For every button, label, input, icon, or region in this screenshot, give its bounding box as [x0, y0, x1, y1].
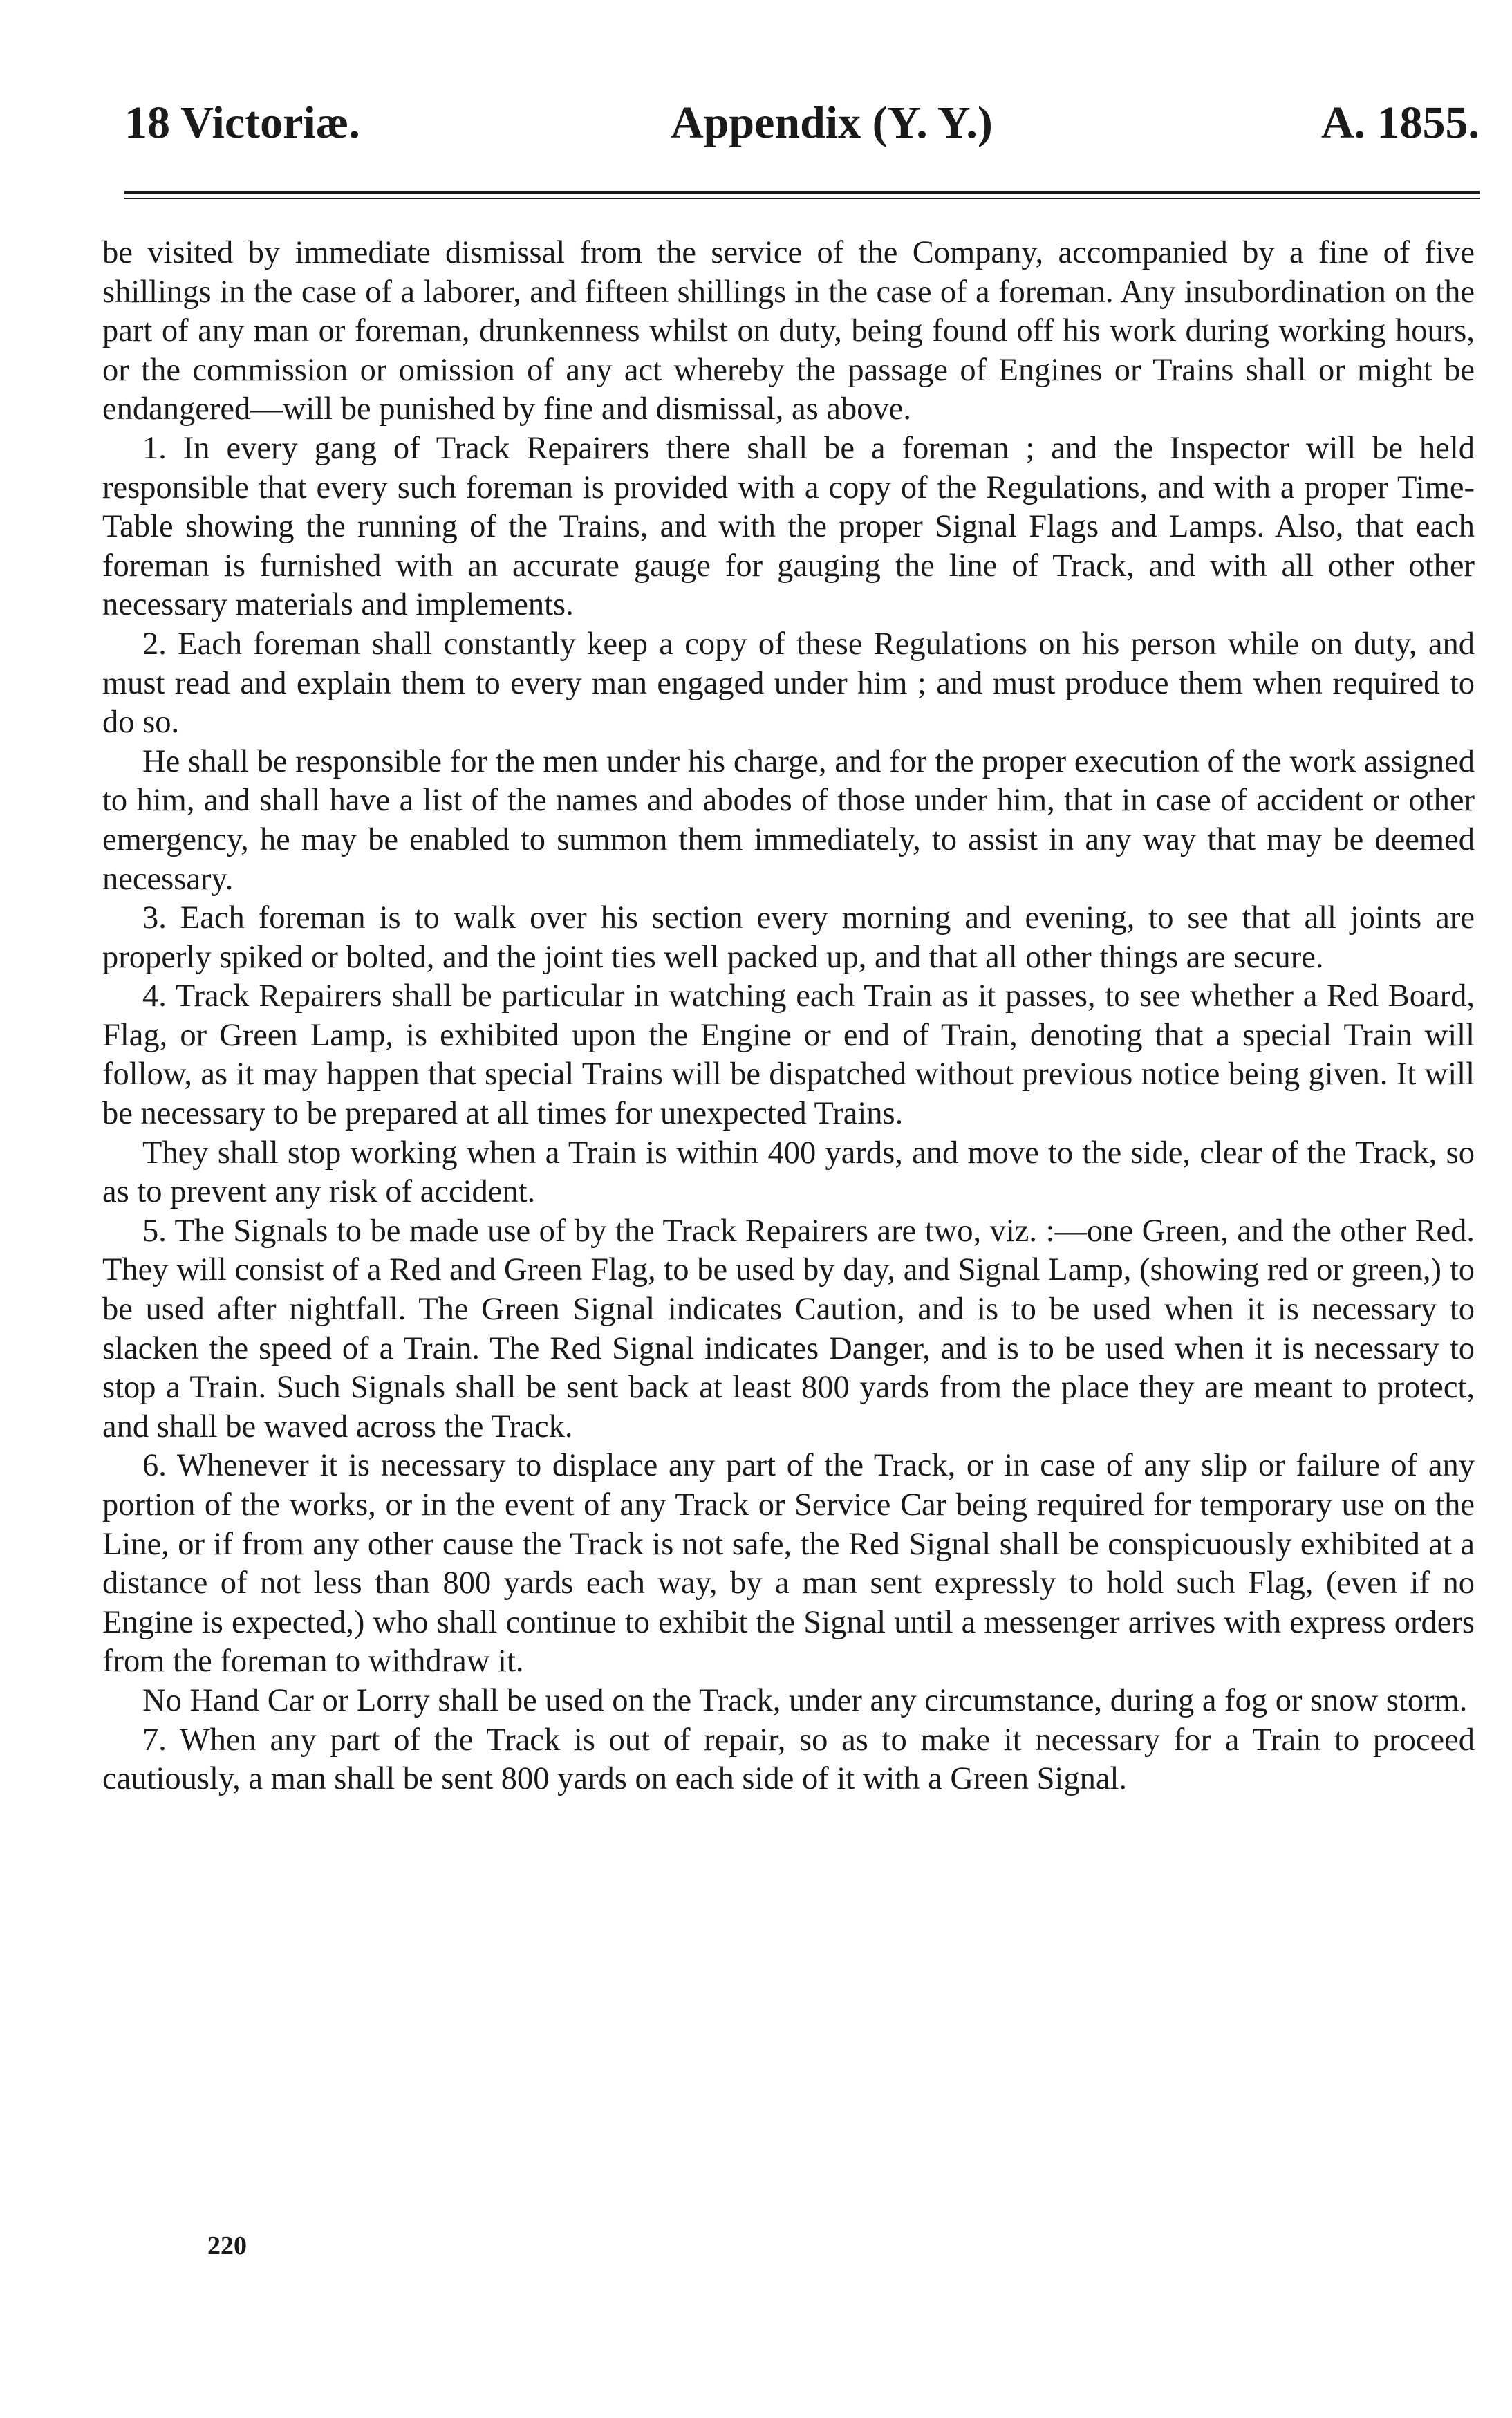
page-header — [124, 95, 1480, 151]
paragraph-rule-2-cont: He shall be responsible for the men under his charge, and for the proper execution of the work assigned to him, and shall have a list of the names and abodes of those under him, that in case of accident or other emergency, he may be enabled to summon them immediately, to assist in any way that may be deemed necessary. — [102, 743, 1475, 897]
paragraph-rule-3: 3. Each foreman is to walk over his section every morning and evening, to see that all joints are properly spiked or bolted, and the joint ties well packed up, and that all other things are secure. — [102, 900, 1475, 975]
header-appendix: Appendix (Y. Y.) — [671, 97, 993, 148]
body-text — [102, 234, 1475, 1799]
header-rule-thin — [124, 198, 1480, 199]
paragraph-rule-4-cont: They shall stop working when a Train is within 400 yards, and move to the side, clear of the Track, so as to prevent any risk of accident. — [102, 1135, 1475, 1210]
header-volume: 18 Victoriæ. — [124, 97, 360, 148]
paragraph-rule-6-cont: No Hand Car or Lorry shall be used on the Track, under any circumstance, during a fog or snow storm. — [142, 1682, 1468, 1718]
paragraph-rule-1: 1. In every gang of Track Repairers there shall be a foreman ; and the Inspector will be held responsible that every such foreman is provided with a copy of the Regulations, and with a proper Time-Table showing the running of the Trains, and with the proper Signal Flags and Lamps. Also, that each foreman is furnished with an accurate gauge for gauging the line of Track, and with all other other necessary materials and implements. — [102, 430, 1475, 623]
paragraph-rule-6: 6. Whenever it is necessary to displace any part of the Track, or in case of any slip or failure of any portion of the works, or in the event of any Track or Service Car being required for temporary use on the Line, or if from any other cause the Track is not safe, the Red Signal shall be conspicuously exhibited at a distance of not less than 800 yards each way, by a man sent expressly to hold such Flag, (even if no Engine is expected,) who shall continue to exhibit the Signal until a messenger arrives with express orders from the foreman to withdraw it. — [102, 1448, 1475, 1680]
paragraph-rule-4: 4. Track Repairers shall be particular in watching each Train as it passes, to see whether a Red Board, Flag, or Green Lamp, is exhibited upon the Engine or end of Train, denoting that a special Train will follow, as it may happen that special Trains will be dispatched without previous notice being given. It will be necessary to be prepared at all times for unexpected Trains. — [102, 978, 1475, 1132]
paragraph-rule-5: 5. The Signals to be made use of by the Track Repairers are two, viz. :—one Green, and the other Red. They will consist of a Red and Green Flag, to be used by day, and Signal Lamp, (showing red or green,) to be used after nightfall. The Green Signal indicates Caution, and is to be used when it is necessary to slacken the speed of a Train. The Red Signal indicates Danger, and is to be used when it is necessary to stop a Train. Such Signals shall be sent back at least 800 yards from the place they are meant to protect, and shall be waved across the Track. — [102, 1213, 1475, 1444]
paragraph-rule-7: 7. When any part of the Track is out of repair, so as to make it necessary for a Train to proceed cautiously, a man shall be sent 800 yards on each side of it with a Green Signal. — [102, 1722, 1475, 1797]
page-number: 220 — [207, 2231, 247, 2260]
paragraph-continuation: be visited by immediate dismissal from the service of the Company, accompanied by a fine of five shillings in the case of a laborer, and fifteen shillings in the case of a foreman. Any insubordination on the part of any man or foreman, drunkenness whilst on duty, being found off his work during working hours, or the commission or omission of any act whereby the passage of Engines or Trains shall or might be endangered—will be punished by fine and dismissal, as above. — [102, 235, 1475, 427]
header-year: A. 1855. — [1320, 97, 1480, 148]
header-rule-thick — [124, 191, 1480, 194]
paragraph-rule-2: 2. Each foreman shall constantly keep a copy of these Regulations on his person while on duty, and must read and explain them to every man engaged under him ; and must produce them when required to do so. — [102, 626, 1475, 741]
